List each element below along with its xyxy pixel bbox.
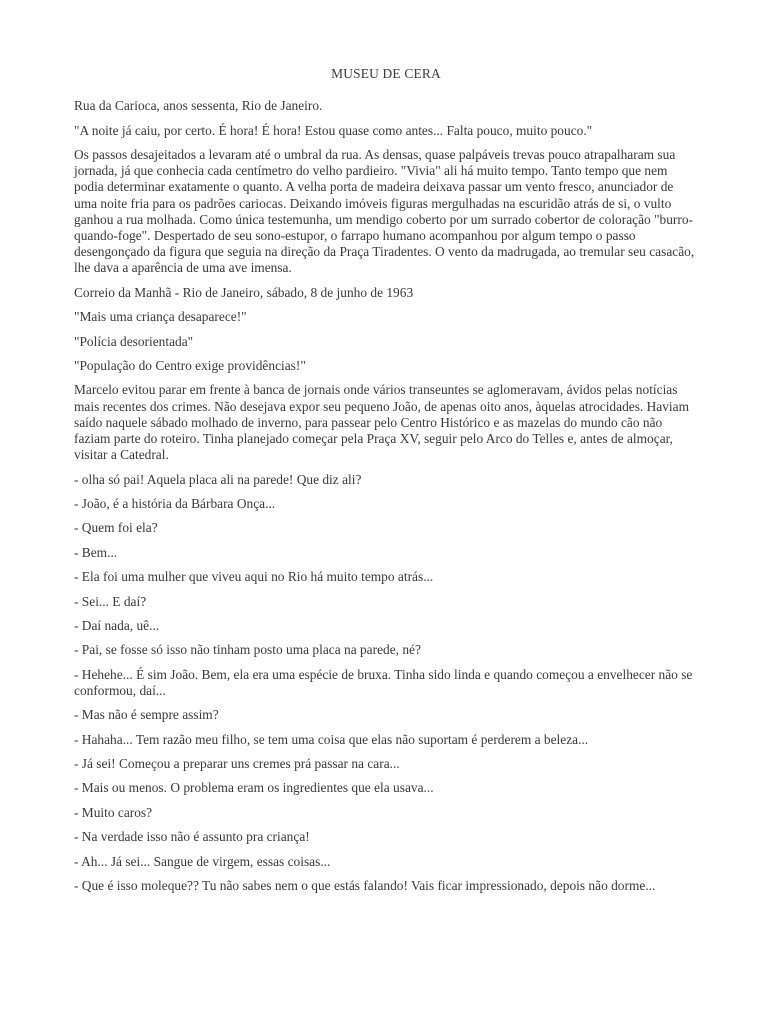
document-body <box>74 98 698 894</box>
newspaper-heading: Correio da Manhã - Rio de Janeiro, sábado, 8 de junho de 1963 <box>74 284 414 300</box>
headline: "Mais uma criança desaparece!" <box>74 309 247 325</box>
headline: "Polícia desorientada" <box>74 333 194 349</box>
dialogue-line: - Que é isso moleque?? Tu não sabes nem o que estás falando! Vais ficar impressionado, depois não dorme... <box>74 878 656 894</box>
dialogue-line: - Ah... Já sei... Sangue de virgem, essas coisas... <box>74 853 331 869</box>
dialogue-line: - João, é a história da Bárbara Onça... <box>74 495 276 511</box>
dialogue-line: - Quem foi ela? <box>74 520 158 536</box>
dialogue-line: - Bem... <box>74 544 118 560</box>
dialogue-line: - Na verdade isso não é assunto pra criança! <box>74 829 310 845</box>
document-title: MUSEU DE CERA <box>331 66 441 81</box>
headline: "População do Centro exige providências!" <box>74 357 306 373</box>
paragraph: Rua da Carioca, anos sessenta, Rio de Janeiro. <box>74 98 323 114</box>
dialogue-line: - Já sei! Começou a preparar uns cremes prá passar na cara... <box>74 756 400 772</box>
dialogue-line: - Pai, se fosse só isso não tinham posto uma placa na parede, né? <box>74 642 421 658</box>
dialogue-line: - Muito caros? <box>74 804 153 820</box>
document-page <box>74 66 698 902</box>
dialogue-line: - Hehehe... É sim João. Bem, ela era uma espécie de bruxa. Tinha sido linda e quando começou a envelhecer não se conformou, daí... <box>74 666 693 698</box>
dialogue-line: - Mais ou menos. O problema eram os ingredientes que ela usava... <box>74 780 434 796</box>
paragraph: Marcelo evitou parar em frente à banca de jornais onde vários transeuntes se aglomeravam, ávidos pelas notícias mais recentes dos crimes. Não desejava expor seu pequeno João, de apenas oito anos, àquelas atrocidades. Haviam saído naquele sábado molhado de inverno, para passear pelo Centro Histórico e as mazelas do mundo cão não faziam parte do roteiro. Tinha planejado começar pela Praça XV, seguir pelo Arco do Telles e, antes de almoçar, visitar a Catedral. <box>74 382 690 463</box>
dialogue-line: - Daí nada, uê... <box>74 617 160 633</box>
dialogue-line: - Ela foi uma mulher que viveu aqui no Rio há muito tempo atrás... <box>74 569 434 585</box>
paragraph: "A noite já caiu, por certo. É hora! É hora! Estou quase como antes... Falta pouco, muito pouco." <box>74 122 593 138</box>
paragraph: Os passos desajeitados a levaram até o umbral da rua. As densas, quase palpáveis trevas pouco atrapalharam sua jornada, já que conhecia cada centímetro do velho pardieiro. "Vivia" ali há muito tempo. Tanto tempo que nem podia determinar exatamente o quanto. A velha porta de madeira deixava passar um vento fresco, anunciador de uma noite fria para os padrões cariocas. Deixando imóveis figuras mergulhadas na escuridão atrás de si, o vulto ganhou a rua molhada. Como única testemunha, um mendigo coberto por um surrado cobertor de coloração "burro-quando-foge". Despertado de seu sono-estupor, o farrapo humano acompanhou por algum tempo o passo desengonçado da figura que seguia na direção da Praça Tiradentes. O vento da madrugada, ao tremular seu casacão, lhe dava a aparência de uma ave imensa. <box>74 146 695 276</box>
dialogue-line: - Sei... E daí? <box>74 593 147 609</box>
dialogue-line: - Mas não é sempre assim? <box>74 707 219 723</box>
dialogue-line: - Hahaha... Tem razão meu filho, se tem uma coisa que elas não suportam é perderem a beleza... <box>74 731 589 747</box>
dialogue-line: - olha só pai! Aquela placa ali na parede! Que diz ali? <box>74 471 362 487</box>
